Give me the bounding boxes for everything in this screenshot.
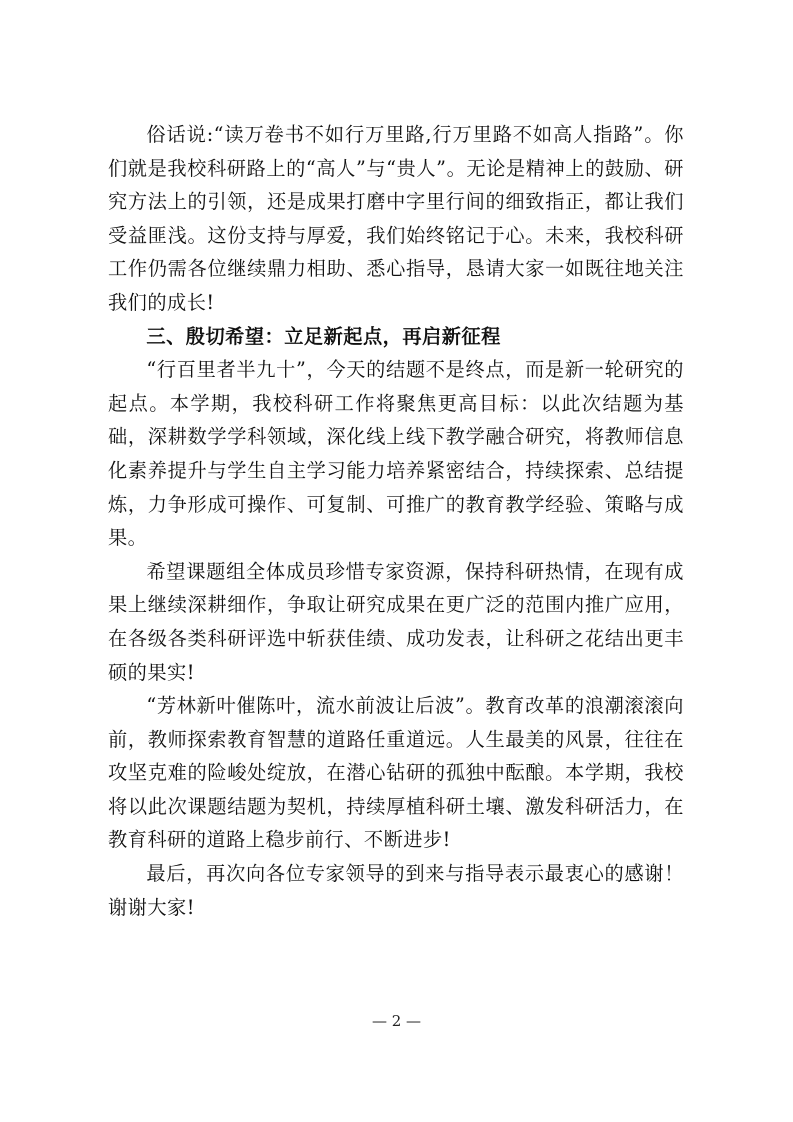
- paragraph-reform: “芳林新叶催陈叶，流水前波让后波”。教育改革的浪潮滚滚向前，教师探索教育智慧的道路任重道远。人生最美的风景，往往在攻坚克难的险峻处绽放，在潜心钻研的孤独中酝酿。本学期，我校将以此次课题结题为契机，持续厚植科研土壤、激发科研活力，在教育科研的道路上稳步前行、不断进步!: [108, 694, 684, 852]
- document-body: [108, 118, 684, 924]
- paragraph-hope: 希望课题组全体成员珍惜专家资源，保持科研热情，在现有成果上继续深耕细作，争取让研究成果在更广泛的范围内推广应用，在各级各类科研评选中斩获佳绩、成功发表，让科研之花结出更丰硕的果实!: [108, 559, 684, 684]
- paragraph-closing: 最后，再次向各位专家领导的到来与指导表示最衷心的感谢！谢谢大家!: [108, 862, 684, 919]
- paragraph-new-start: “行百里者半九十”，今天的结题不是终点，而是新一轮研究的起点。本学期，我校科研工作将聚焦更高目标：以此次结题为基础，深耕数学学科领域，深化线上线下教学融合研究，将教师信息化素养提升与学生自主学习能力培养紧密结合，持续探索、总结提炼，力争形成可操作、可复制、可推广的教育教学经验、策略与成果。: [108, 358, 684, 550]
- paragraph-gratitude: 俗话说:“读万卷书不如行万里路,行万里路不如高人指路”。你们就是我校科研路上的“高人”与“贵人”。无论是精神上的鼓励、研究方法上的引领，还是成果打磨中字里行间的细致指正，都让我们受益匪浅。这份支持与厚爱，我们始终铭记于心。未来，我校科研工作仍需各位继续鼎力相助、悉心指导，恳请大家一如既往地关注我们的成长!: [108, 123, 684, 314]
- page-number: — 2 —: [371, 1012, 422, 1030]
- section-heading: 三、殷切希望：立足新起点，再启新征程: [146, 324, 501, 348]
